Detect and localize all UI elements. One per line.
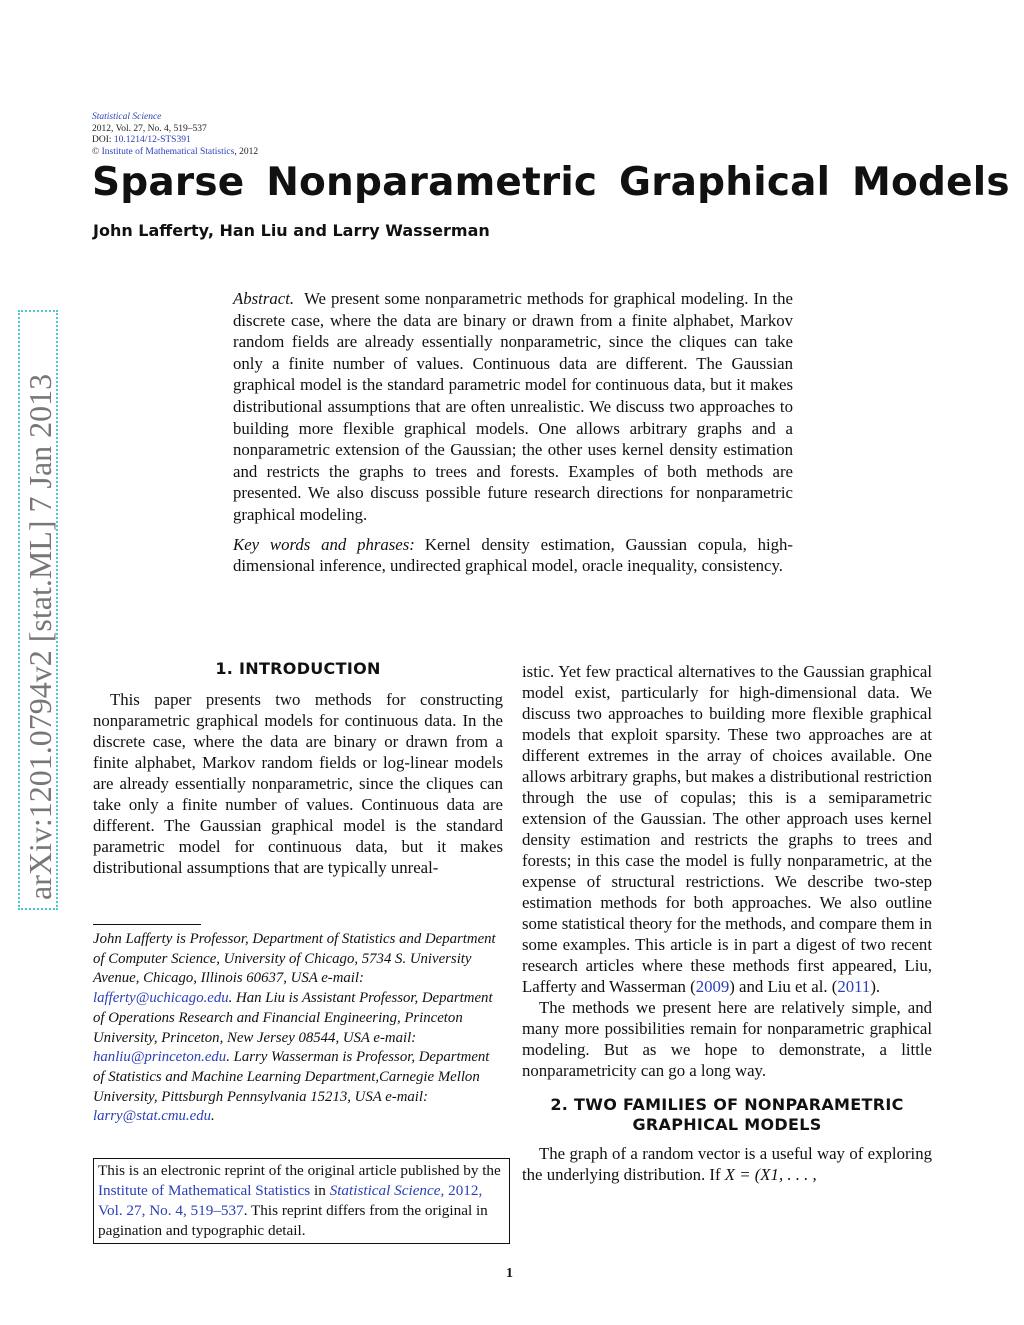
keywords-label: Key words and phrases:	[233, 534, 415, 554]
volume-info: 2012, Vol. 27, No. 4, 519–537	[92, 123, 207, 134]
doi-link[interactable]: 10.1214/12-STS391	[113, 135, 191, 145]
section-heading-line-2: GRAPHICAL MODELS	[632, 1115, 822, 1134]
footnote-divider	[93, 924, 201, 925]
section-heading-introduction: 1. INTRODUCTION	[215, 659, 381, 678]
author-footnote	[93, 930, 503, 1127]
intro-cont-text-c: ).	[870, 977, 881, 996]
right-column	[522, 661, 932, 1185]
section2-text: The graph of a random vector is a useful way of exploring the underlying distribution. If	[522, 1144, 932, 1184]
abstract	[233, 288, 793, 577]
email-link-wasserman[interactable]: larry@stat.cmu.edu	[93, 1108, 211, 1125]
intro-paragraph-2: The methods we present here are relatively simple, and many more possibilities remain for nonparametric graphical modeling. But as we hope to demonstrate, a little nonparametricity can go a long way.	[522, 998, 932, 1080]
paper-title: Sparse Nonparametric Graphical Models	[92, 160, 1010, 205]
copyright-line	[92, 147, 258, 159]
reprint-text-2: in	[310, 1182, 330, 1199]
abstract-paragraph	[233, 288, 793, 526]
footnote-text-1: John Lafferty is Professor, Department of Statistics and Department of Computer Science, University of Chicago, 5734 S. University Avenue, Chicago, Illinois 60637, USA e-mail:	[93, 931, 496, 987]
keywords-text: Kernel density estimation, Gaussian copula, high-dimensional inference, undirected graphical model, oracle inequality, consistency.	[233, 534, 794, 576]
copyright-symbol: ©	[92, 146, 100, 157]
author-list: John Lafferty, Han Liu and Larry Wasserman	[93, 221, 490, 240]
reprint-citation-link[interactable]: , 2012, Vol. 27, No. 4, 519–537	[98, 1182, 483, 1219]
section2-paragraph	[522, 1143, 932, 1185]
intro-paragraph-continued	[522, 661, 932, 997]
page-number: 1	[506, 1266, 513, 1281]
reprint-journal-link[interactable]: Statistical Science	[329, 1182, 441, 1199]
copyright-year: , 2012	[234, 146, 259, 157]
abstract-text: We present some nonparametric methods for graphical modeling. In the discrete case, where the data are binary or drawn from a finite alphabet, Markov random fields are already essentially nonparametric, since the cliques can take only a finite number of values. Continuous data are different. The Gaussian graphical model is the standard parametric model for continuous data, but it makes distributional assumptions that are often unrealistic. We discuss two approaches to building more flexible graphical models. One allows arbitrary graphs and a nonparametric extension of the Gaussian; the other uses kernel density estimation and restricts the graphs to trees and forests. Examples of both methods are presented. We also discuss possible future research directions for nonparametric graphical modeling.	[233, 289, 793, 524]
reprint-text-1: This is an electronic reprint of the original article published by the	[98, 1162, 501, 1179]
footnote-text-2: . Han Liu is Assistant Professor, Department of Operations Research and Financial Engineering, Princeton University, Princeton, New Jersey 08544, USA e-mail:	[93, 990, 493, 1046]
journal-header	[92, 112, 258, 158]
citation-link-2009[interactable]: 2009	[695, 977, 730, 996]
journal-name[interactable]: Statistical Science	[92, 112, 162, 122]
citation-link-2011[interactable]: 2011	[837, 977, 871, 996]
footnote-text-3: . Larry Wasserman is Professor, Department of Statistics and Machine Learning Department,Carnegie Mellon University, Pittsburgh Pennsylvania 15213, USA e-mail:	[93, 1049, 490, 1105]
footnote-text-4: .	[211, 1108, 215, 1125]
reprint-text-3: . This reprint differs from the original in pagination and typographic detail.	[98, 1202, 488, 1239]
section-heading-two-families	[522, 1095, 932, 1135]
math-expression: X = (X1, . . . ,	[724, 1165, 817, 1184]
arxiv-stamp[interactable]: arXiv:1201.0794v2 [stat.ML] 7 Jan 2013	[18, 310, 58, 910]
left-column	[93, 658, 503, 878]
intro-cont-text-b: ) and Liu et al. (	[729, 977, 838, 996]
intro-paragraph: This paper presents two methods for constructing nonparametric graphical models for continuous data. In the discrete case, where the data are binary or drawn from a finite alphabet, Markov random fields or log-linear models are already essentially nonparametric, since the cliques can take only a finite number of values. Continuous data are different. The Gaussian graphical model is the standard parametric model for continuous data, but it makes distributional assumptions that are typically unreal-	[93, 690, 503, 877]
email-link-liu[interactable]: hanliu@princeton.edu	[93, 1049, 227, 1066]
reprint-institute-link[interactable]: Institute of Mathematical Statistics	[98, 1182, 311, 1199]
doi-line	[92, 135, 258, 147]
doi-label: DOI:	[92, 135, 114, 145]
section-heading-line-1: 2. TWO FAMILIES OF NONPARAMETRIC	[550, 1095, 904, 1114]
institute-link[interactable]: Institute of Mathematical Statistics	[101, 146, 235, 157]
keywords	[233, 534, 793, 577]
reprint-notice	[93, 1158, 510, 1244]
abstract-label: Abstract.	[233, 289, 295, 308]
intro-cont-text-a: istic. Yet few practical alternatives to the Gaussian graphical model exist, particularly for high-dimensional data. We discuss two approaches to building more flexible graphical models that exploit sparsity. These two approaches are at different extremes in the array of choices available. One allows arbitrary graphs, but makes a distributional restriction through the use of copulas; this is a semiparametric extension of the Gaussian. The other approach uses kernel density estimation and restricts the graphs to trees and forests; in this case the model is fully nonparametric, at the expense of structural restrictions. We describe two-step estimation methods for both approaches. We also outline some statistical theory for the methods, and compare them in some examples. This article is in part a digest of two recent research articles where these methods first appeared, Liu, Lafferty and Wasserman (	[522, 662, 932, 996]
email-link-lafferty[interactable]: lafferty@uchicago.edu	[93, 990, 229, 1007]
